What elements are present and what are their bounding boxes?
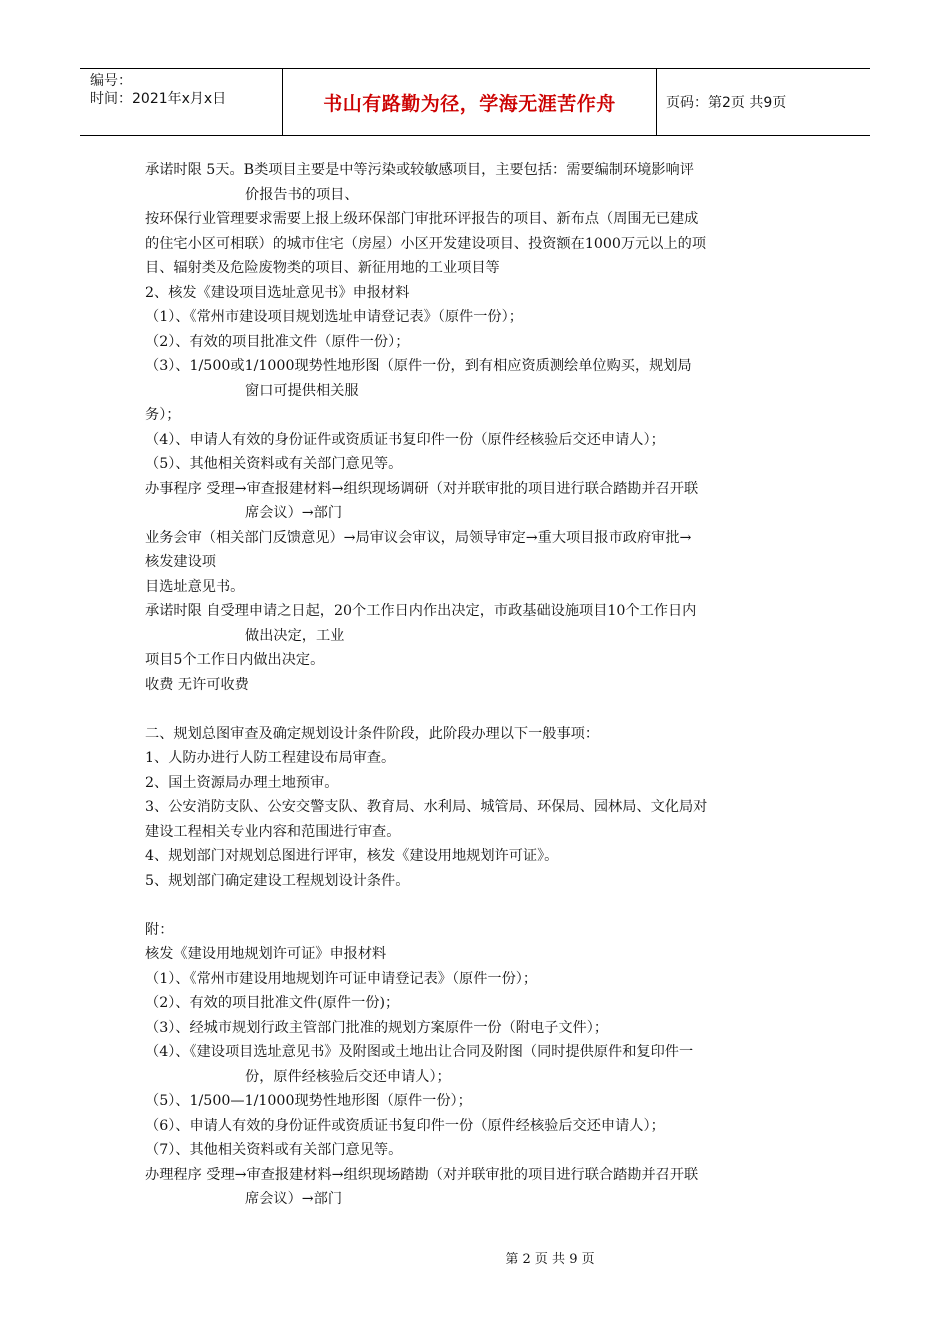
body-line: 按环保行业管理要求需要上报上级环保部门审批环评报告的项目、新布点（周围无已建成 — [145, 211, 699, 227]
header-meta — [80, 69, 283, 135]
body-line: 建设工程相关专业内容和范围进行审查。 — [145, 823, 401, 840]
body-line: 业务会审（相关部门反馈意见）→局审议会审议，局领导审定→重大项目报市政府审批→ — [145, 529, 692, 546]
body-line: 3、公安消防支队、公安交警支队、教育局、水利局、城管局、环保局、园林局、文化局对 — [145, 799, 708, 815]
body-line: 做出决定，工业 — [245, 627, 345, 644]
page-header — [80, 68, 870, 136]
body-line: 1、人防办进行人防工程建设布局审查。 — [145, 750, 396, 766]
blank-line — [145, 697, 810, 722]
document-body — [145, 158, 810, 1212]
body-line: 附： — [145, 921, 174, 938]
body-line: 目选址意见书。 — [145, 578, 245, 595]
body-line: 目、辐射类及危险废物类的项目、新征用地的工业项目等 — [145, 260, 500, 276]
body-line: 席会议）→部门 — [245, 505, 343, 521]
page-footer — [0, 1248, 950, 1267]
body-line: （5）、1/500—1/1000现势性地形图（原件一份）； — [145, 1093, 472, 1109]
body-line: 项目5个工作日内做出决定。 — [145, 652, 325, 668]
body-line: 承诺时限 自受理申请之日起，20个工作日内作出决定，市政基础设施项目10个工作日内 — [145, 603, 697, 619]
body-line: 务）； — [145, 407, 181, 423]
body-line: （2）、有效的项目批准文件（原件一份）； — [145, 333, 410, 350]
body-line: （1）、《常州市建设用地规划许可证申请登记表》（原件一份）； — [145, 970, 538, 987]
body-line: 席会议）→部门 — [245, 1191, 343, 1207]
body-line: 2、国土资源局办理土地预审。 — [145, 774, 339, 791]
header-motto: 书山有路勤为径，学海无涯苦作舟 — [283, 69, 657, 135]
body-line: （2）、有效的项目批准文件(原件一份)； — [145, 995, 400, 1011]
blank-line — [145, 893, 810, 918]
body-line: （7）、其他相关资料或有关部门意见等。 — [145, 1142, 403, 1158]
header-page-info: 页码：第2页 共9页 — [666, 95, 787, 111]
document-number-label: 编号： — [90, 73, 132, 89]
footer-page-number: 第 2 页 共 9 页 — [505, 1252, 595, 1267]
body-line: 办事程序 受理→审查报建材料→组织现场调研（对并联审批的项目进行联合踏勘并召开联 — [145, 480, 699, 497]
body-line: 份，原件经核验后交还申请人）； — [245, 1068, 451, 1085]
body-line: （3）、1/500或1/1000现势性地形图（原件一份，到有相应资质测绘单位购买，规划局 — [145, 358, 692, 374]
body-line: （6）、申请人有效的身份证件或资质证书复印件一份（原件经核验后交还申请人）； — [145, 1117, 665, 1134]
body-line: （5）、其他相关资料或有关部门意见等。 — [145, 456, 403, 472]
body-line: 核发《建设用地规划许可证》申报材料 — [145, 946, 387, 962]
body-line: 4、规划部门对规划总图进行评审，核发《建设用地规划许可证》。 — [145, 848, 559, 864]
body-line: 的住宅小区可相联）的城市住宅（房屋）小区开发建设项目、投资额在1000万元以上的项 — [145, 235, 707, 252]
body-line: （4）、《建设项目选址意见书》及附图或土地出让合同及附图（同时提供原件和复印件一 — [145, 1044, 694, 1060]
body-line: 办理程序 受理→审查报建材料→组织现场踏勘（对并联审批的项目进行联合踏勘并召开联 — [145, 1166, 699, 1183]
body-line: 核发建设项 — [145, 554, 216, 570]
body-line: 二、规划总图审查及确定规划设计条件阶段，此阶段办理以下一般事项： — [145, 725, 600, 742]
body-line: 价报告书的项目、 — [245, 186, 359, 203]
body-line: 2、核发《建设项目选址意见书》申报材料 — [145, 284, 410, 301]
body-line: （3）、经城市规划行政主管部门批准的规划方案原件一份（附电子文件）； — [145, 1019, 609, 1036]
body-line: （4）、申请人有效的身份证件或资质证书复印件一份（原件经核验后交还申请人）； — [145, 431, 665, 448]
body-line: 收费 无许可收费 — [145, 676, 249, 693]
body-line: 5、规划部门确定建设工程规划设计条件。 — [145, 872, 410, 889]
document-time-label: 时间：2021年x月x日 — [90, 91, 227, 107]
body-line: 承诺时限 5天。B类项目主要是中等污染或较敏感项目，主要包括：需要编制环境影响评 — [145, 162, 694, 178]
body-line: 窗口可提供相关服 — [245, 382, 359, 399]
body-line: （1）、《常州市建设项目规划选址申请登记表》（原件一份）； — [145, 309, 523, 325]
